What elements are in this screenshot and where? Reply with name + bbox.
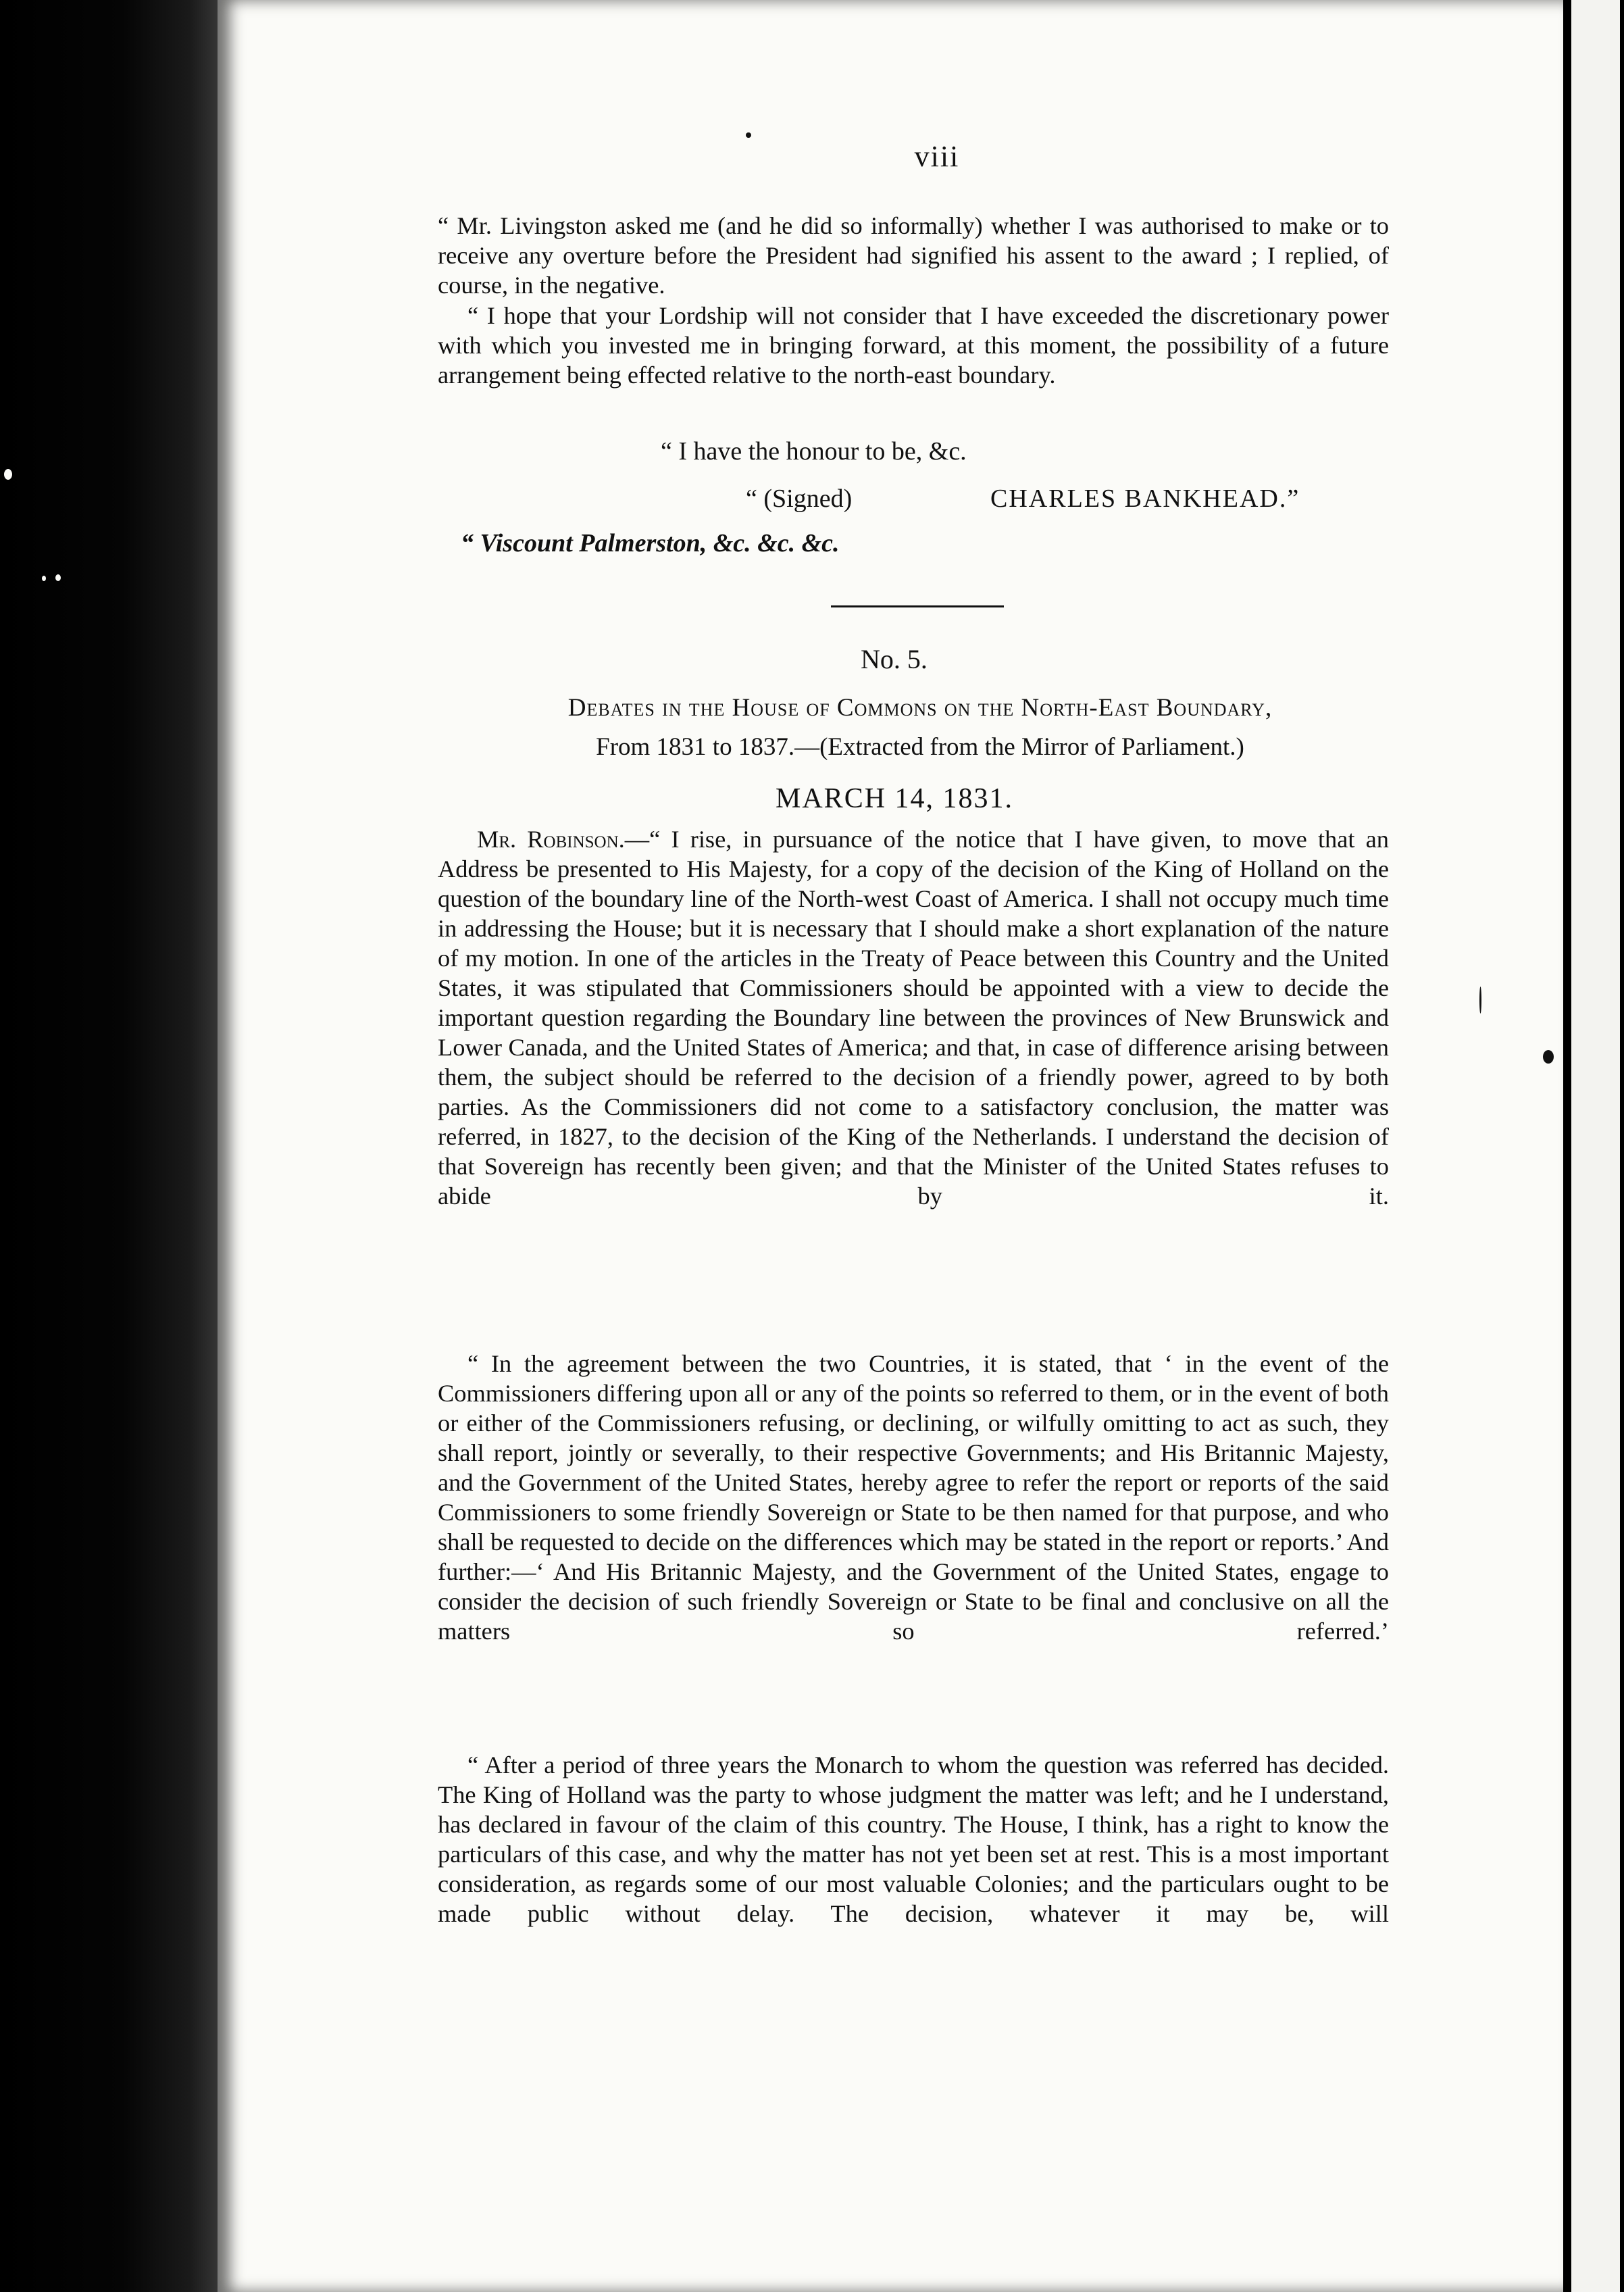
ink-speck [1479,987,1481,1014]
section-title-line-2: From 1831 to 1837.—(Extracted from the Mirror of Parliament.) [596,733,1244,761]
letter-addressee: “ Viscount Palmerston, &c. &c. &c. [461,529,840,557]
ink-speck [1543,1050,1554,1064]
scan-speck [42,576,46,581]
speech-paragraph-1 [438,824,1389,1211]
signer-name: CHARLES BANKHEAD.” [990,484,1300,513]
letter-paragraph-1: “ Mr. Livingston asked me (and he did so informally) whether I was authorised to make or to receive any overture before the President had signified his assent to the award ; I replied, of course, in the negative. [438,212,1389,299]
speech-paragraph-1-text: —“ I rise, in pursuance of the notice that I have given, to move that an Address be presented to His Majesty, for a copy of the decision of the King of Holland on the question of the boundary line of the North-west Coast of America. I shall not occupy much time in addressing the House; but it is necessary that I should make a short explanation of the nature of my motion. In one of the articles in the Treaty of Peace between this Country and the United States, it was stipulated that Commissioners should be appointed with a view to decide the important question regarding the Boundary line between the provinces of New Brunswick and Lower Canada, and the United States of America; and that, in case of difference arising between them, the subject should be referred to the decision of a friendly power, agreed to by both parties. As the Commissioners did not come to a satisfactory conclusion, the matter was referred, in 1827, to the decision of the King of the Netherlands. I understand the decision of that Sovereign has recently been given; and that the Minister of the United States refuses to abide by it. [438,826,1389,1210]
document-number: No. 5. [861,644,928,674]
debate-date: MARCH 14, 1831. [776,783,1014,814]
section-title-line-1: Debates in the House of Commons on the North-East Boundary, [567,694,1273,722]
page-number: viii [914,140,960,173]
speech-paragraph-2: “ In the agreement between the two Countries, it is stated, that ‘ in the event of the Commissioners differing upon all or any of the points so referred to them, or in the event of both or either of the Commissioners refusing, or declining, or wilfully omitting to act as such, they shall report, jointly or severally, to their respective Governments; and His Britannic Majesty, and the Government of the United States, hereby agree to refer the report or reports of the said Commissioners to some friendly Sovereign or State to be then named for that purpose, and who shall be requested to decide on the differences which may be stated in the report or reports.’ And further:—‘ And His Britannic Majesty, and the Government of the United States, engage to consider the decision of such friendly Sovereign or State to be final and conclusive on all the matters so referred.’ [438,1350,1389,1645]
ink-speck [746,132,751,138]
letter-paragraph-2: “ I hope that your Lordship will not consider that I have exceeded the discretionary power with which you invested me in bringing forward, at this moment, the possibility of a future arrangement being effected relative to the north-east boundary. [438,302,1389,389]
adjacent-page-edge [1566,0,1624,2292]
letter-closing: “ I have the honour to be, &c. [661,437,967,466]
section-divider [831,605,1004,607]
speaker-name: Mr. Robinson. [477,826,625,853]
binding-gutter [0,0,223,2292]
scan-speck [4,469,12,480]
speech-paragraph-3: “ After a period of three years the Monarch to whom the question was referred has decided. The King of Holland was the party to whose judgment the matter was left; and he I understand, has declared in favour of the claim of this country. The House, I think, has a right to know the particulars of this case, and why the matter has not yet been set at rest. This is a most important consideration, as regards some of our most valuable Colonies; and the particulars ought to be made public without delay. The decision, whatever it may be, will [438,1751,1389,1927]
signed-note: “ (Signed) [746,484,853,513]
scan-speck [55,574,61,581]
